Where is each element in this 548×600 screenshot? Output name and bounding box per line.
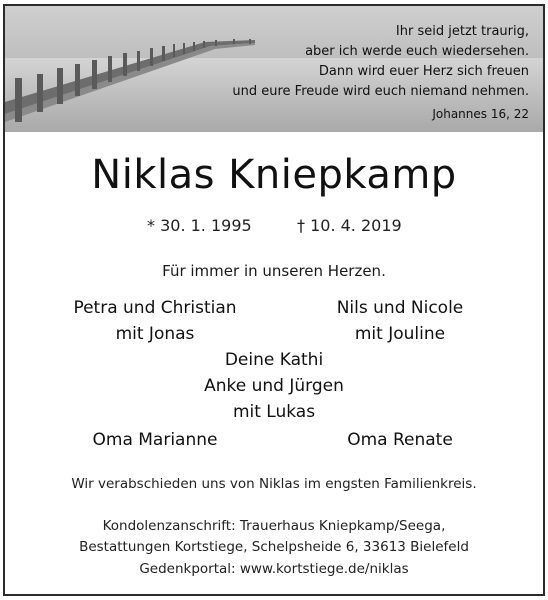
deceased-name: Niklas Kniepkamp	[91, 152, 457, 198]
family-center-2: Anke und Jürgen	[204, 376, 344, 396]
family-center-3: mit Lukas	[232, 402, 316, 422]
quote-line: und eure Freude wird euch niemand nehmen.	[232, 84, 529, 99]
jetty-photo-banner	[5, 6, 543, 132]
bible-quote	[232, 22, 529, 102]
family-right-1: Nils und Nicole	[336, 298, 464, 318]
contact-line-1: Kondolenzanschrift: Trauerhaus Kniepkamp/Seega,	[102, 518, 446, 534]
family-right-2: mit Jouline	[354, 324, 446, 344]
family-center-1: Deine Kathi	[224, 350, 324, 370]
family-left-3: Oma Marianne	[92, 430, 218, 450]
quote-line: Dann wird euer Herz sich freuen	[318, 64, 529, 79]
family-left-2: mit Jonas	[115, 324, 195, 344]
farewell-note: Wir verabschieden uns von Niklas im engsten Familienkreis.	[71, 476, 477, 492]
death-date: † 10. 4. 2019	[297, 216, 402, 235]
birth-date: * 30. 1. 1995	[147, 216, 252, 235]
memorial-portal-line: Gedenkportal: www.kortstiege.de/niklas	[139, 561, 409, 577]
contact-line-2: Bestattungen Kortstiege, Schelpsheide 6, 33613 Bielefeld	[79, 539, 469, 555]
quote-line: aber ich werde euch wiedersehen.	[305, 44, 529, 59]
family-right-3: Oma Renate	[347, 430, 453, 450]
quote-reference: Johannes 16, 22	[432, 107, 529, 121]
family-left-1: Petra und Christian	[73, 298, 237, 318]
motto: Für immer in unseren Herzen.	[162, 262, 386, 280]
obituary-card	[3, 4, 545, 596]
quote-line: Ihr seid jetzt traurig,	[395, 24, 529, 39]
